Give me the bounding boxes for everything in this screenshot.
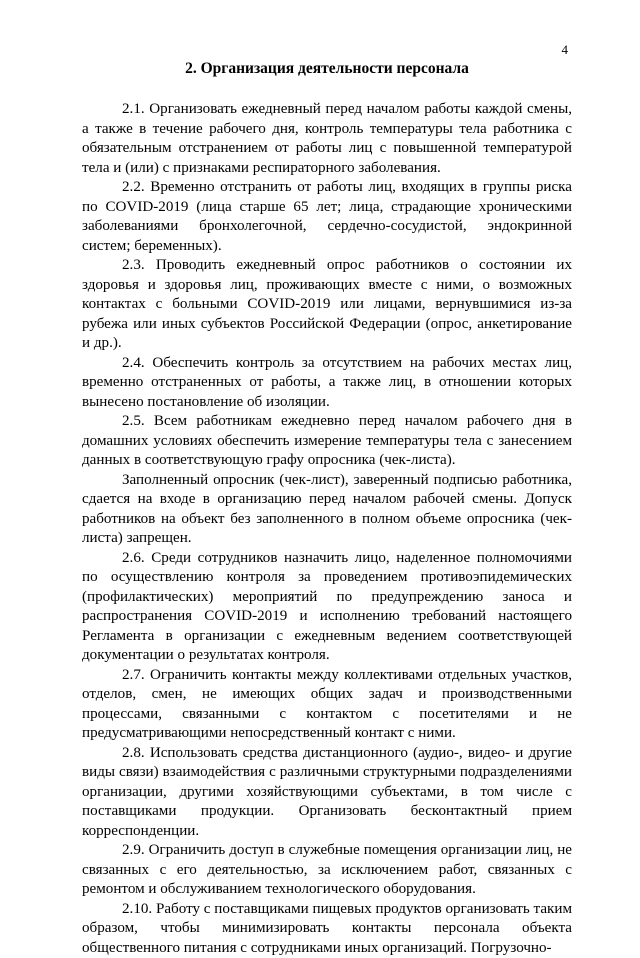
paragraph-2-6: 2.6. Среди сотрудников назначить лицо, наделенное полномочиями по осуществлению контроля за проведением противоэпидемических (профилактических) мероприятий по предупреждению заноса и распространения COVID-2019 и исполнению требований настоящего Регламента в организации с ежедневным ведением соответствующей документации о результатах контроля.	[82, 549, 572, 666]
paragraph-2-8: 2.8. Использовать средства дистанционного (аудио-, видео- и другие виды связи) взаимодействия с различными структурными подразделениями организации, другими хозяйствующими субъектами, в том числе с поставщиками продукции. Организовать бесконтактный прием корреспонденции.	[82, 744, 572, 842]
paragraph-2-7: 2.7. Ограничить контакты между коллективами отдельных участков, отделов, смен, не имеющих общих задач и производственными процессами, связанными с контактом с посетителями и не предусматривающими непосредственный контакт с ними.	[82, 666, 572, 744]
paragraph-2-5: 2.5. Всем работникам ежедневно перед началом рабочего дня в домашних условиях обеспечить измерение температуры тела с занесением данных в соответствующую графу опросника (чек-листа).	[82, 412, 572, 471]
document-body	[82, 58, 572, 958]
page-number: 4	[562, 42, 569, 58]
paragraph-2-3: 2.3. Проводить ежедневный опрос работников о состоянии их здоровья и здоровья лиц, проживающих вместе с ними, о возможных контактах с больными COVID-2019 или лицами, вернувшимися из-за рубежа или иных субъектов Российской Федерации (опрос, анкетирование и др.).	[82, 256, 572, 354]
paragraph-2-1: 2.1. Организовать ежедневный перед началом работы каждой смены, а также в течение рабочего дня, контроль температуры тела работника с обязательным отстранением от работы лиц с повышенной температурой тела и (или) с признаками респираторного заболевания.	[82, 100, 572, 178]
paragraph-2-4: 2.4. Обеспечить контроль за отсутствием на рабочих местах лиц, временно отстраненных от работы, а также лиц, в отношении которых вынесено постановление об изоляции.	[82, 354, 572, 413]
paragraph-2-9: 2.9. Ограничить доступ в служебные помещения организации лиц, не связанных с его деятельностью, за исключением работ, связанных с ремонтом и обслуживанием технологического оборудования.	[82, 841, 572, 900]
paragraph-checklist: Заполненный опросник (чек-лист), заверенный подписью работника, сдается на входе в организацию перед началом рабочей смены. Допуск работников на объект без заполненного в полном объеме опросника (чек-листа) запрещен.	[82, 471, 572, 549]
paragraph-2-2: 2.2. Временно отстранить от работы лиц, входящих в группы риска по COVID-2019 (лица старше 65 лет; лица, страдающие хроническими заболеваниями бронхолегочной, сердечно-сосудистой, эндокринной систем; беременных).	[82, 178, 572, 256]
section-title: 2. Организация деятельности персонала	[82, 58, 572, 80]
paragraph-2-10: 2.10. Работу с поставщиками пищевых продуктов организовать таким образом, чтобы минимизировать контакты персонала объекта общественного питания с сотрудниками иных организаций. Погрузочно-	[82, 900, 572, 958]
